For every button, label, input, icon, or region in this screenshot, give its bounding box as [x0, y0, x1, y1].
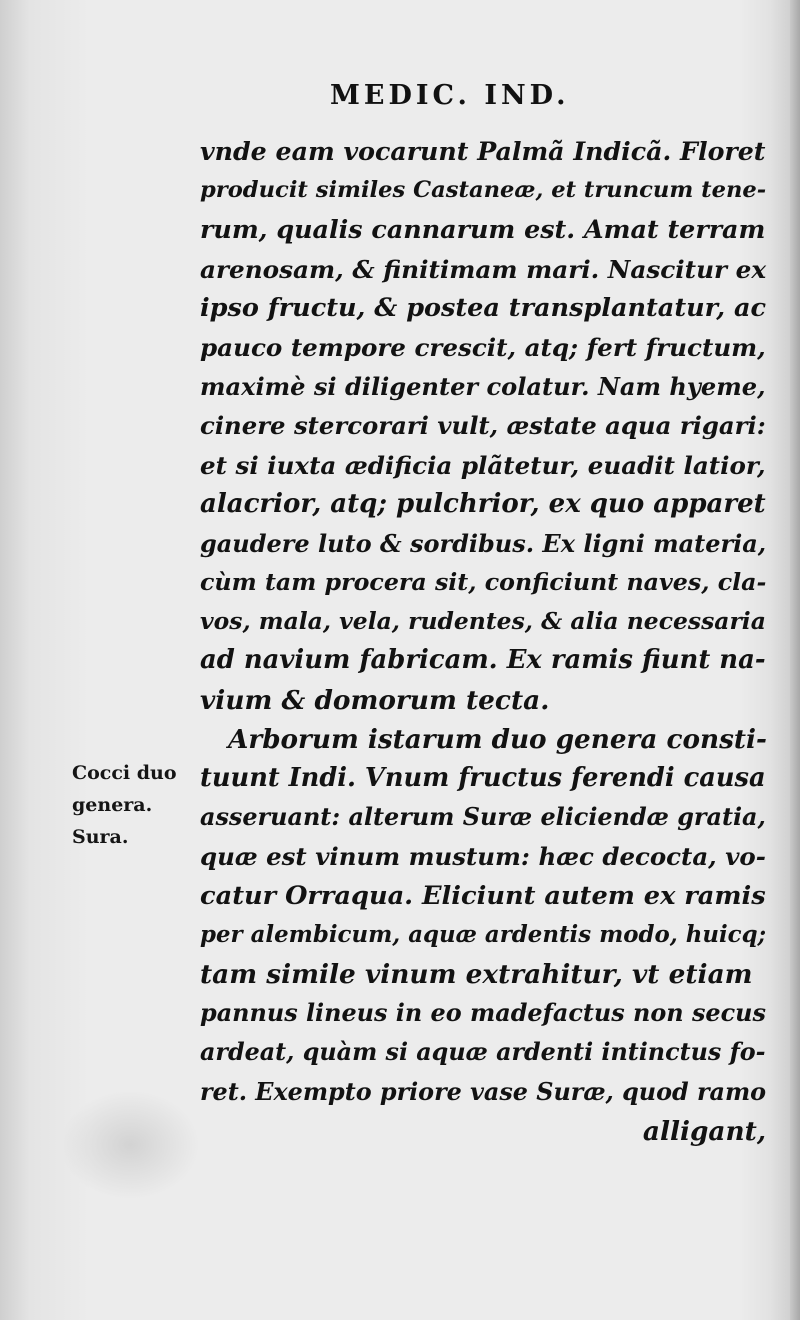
text-line: gaudere luto & sordibus. Ex ligni materia, — [200, 528, 767, 558]
catchword: alligant, — [642, 1115, 766, 1147]
text-line: Arborum istarum duo genera consti- — [228, 723, 767, 755]
text-line: pauco tempore crescit, atq; fert fructum, — [200, 332, 766, 362]
text-line: cùm tam procera sit, conficiunt naves, cla- — [200, 568, 767, 597]
text-line: per alembicum, aquæ ardentis modo, huicq; — [200, 921, 767, 948]
text-line: pannus lineus in eo madefactus non secus — [200, 999, 766, 1028]
text-line: vnde eam vocarunt Palmã Indicã. Floret — [200, 136, 766, 166]
text-line: producit similes Castaneæ, et truncum tene- — [200, 177, 767, 204]
text-line: ad navium fabricam. Ex ramis fiunt na- — [200, 645, 766, 676]
text-line: ipso fructu, & postea transplantatur, ac — [200, 292, 767, 323]
text-line: arenosam, & finitimam mari. Nascitur ex — [200, 254, 767, 284]
running-head: MEDIC. IND. — [330, 80, 570, 111]
margin-note-line: Sura. — [72, 826, 129, 848]
text-line: asseruant: alterum Suræ eliciendæ gratia, — [200, 803, 766, 832]
text-line: tam simile vinum extrahitur, vt etiam — [200, 958, 753, 990]
text-line: cinere stercorari vult, æstate aqua rigari: — [200, 411, 766, 441]
text-line: et si iuxta ædificia plãtetur, euadit latior, — [200, 450, 766, 480]
text-line: ret. Exempto priore vase Suræ, quod ramo — [200, 1077, 767, 1106]
text-line: maximè si diligenter colatur. Nam hyeme, — [200, 372, 766, 402]
text-line: quæ est vinum mustum: hæc decocta, vo- — [200, 842, 766, 872]
text-line: ardeat, quàm si aquæ ardenti intinctus fo- — [200, 1038, 766, 1067]
text-line: vos, mala, vela, rudentes, & alia necessaria — [200, 607, 766, 636]
text-line: alacrior, atq; pulchrior, ex quo apparet — [200, 488, 766, 519]
text-line: vium & domorum tecta. — [200, 684, 550, 716]
body-text — [200, 132, 780, 1151]
text-line: tuunt Indi. Vnum fructus ferendi causa — [200, 763, 766, 793]
text-line: catur Orraqua. Eliciunt autem ex ramis — [200, 880, 766, 911]
margin-note-line: Cocci duo — [72, 762, 177, 784]
margin-note-line: genera. — [72, 794, 153, 816]
margin-note — [72, 757, 192, 853]
bleed-through-marks — [60, 1090, 200, 1200]
text-line: rum, qualis cannarum est. Amat terram — [200, 214, 766, 245]
page-gutter-shadow — [790, 0, 800, 1320]
